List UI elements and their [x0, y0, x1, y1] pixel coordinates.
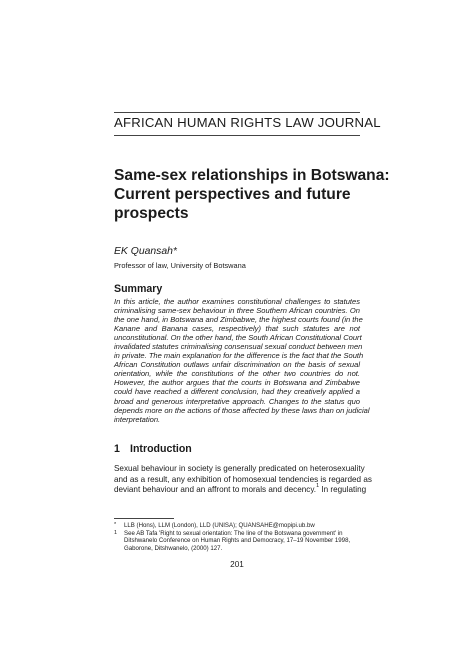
- title-line: Same-sex relationships in Botswana:: [114, 167, 390, 184]
- header-rule-bottom: [114, 135, 360, 136]
- footnotes: [114, 522, 364, 552]
- footnote-mark: 1: [114, 529, 118, 536]
- section-title: Introduction: [130, 443, 192, 455]
- footnote-author: [114, 522, 364, 530]
- summary-line: broad and generous interpretative approach. Changes to the status quo: [114, 396, 360, 406]
- header-rule-top: [114, 112, 360, 113]
- summary-heading: Summary: [114, 283, 163, 295]
- summary-line: Kanane and Banana cases, respectively) that such statutes are not: [114, 324, 360, 334]
- body-line: Sexual behaviour in society is generally predicated on heterosexuality: [114, 464, 365, 473]
- summary-line: However, the author argues that the courts in Botswana and Zimbabwe: [114, 378, 360, 388]
- summary-line: In this article, the author examines constitutional challenges to statutes: [114, 297, 360, 306]
- page-number: 201: [230, 560, 244, 569]
- footnote-mark: *: [114, 522, 117, 528]
- footnote-line: Gaborone, Ditshwanelo, (2000) 127.: [124, 544, 223, 552]
- section-number: 1: [114, 443, 120, 455]
- author-affiliation: Professor of law, University of Botswana: [114, 261, 246, 270]
- footnote-line: See AB Tafa 'Right to sexual orientation: The line of the Botswana government' in: [124, 529, 343, 537]
- article-title: [114, 166, 390, 223]
- summary-line: orientation, while the constitutions of the other two countries do not.: [114, 369, 360, 379]
- title-line: prospects: [114, 205, 189, 222]
- footnote-rule: [114, 518, 174, 519]
- footnote-ref[interactable]: 1: [316, 483, 320, 489]
- journal-title: AFRICAN HUMAN RIGHTS LAW JOURNAL: [114, 115, 381, 130]
- body-line: [114, 483, 367, 496]
- summary-line: invalidated statutes criminalising consensual sexual conduct between men: [114, 342, 363, 352]
- summary-text: [114, 297, 370, 424]
- footnote-line: LLB (Hons), LLM (London), LLD (UNISA); QUANSAHE@mopipi.ub.bw: [124, 522, 315, 529]
- body-line-tail: In regulating: [319, 485, 367, 494]
- summary-line: in private. The main explanation for the difference is the fact that the South: [114, 351, 364, 361]
- summary-line: African Constitution outlaws unfair discrimination on the basis of sexual: [114, 360, 360, 370]
- body-line-text: deviant behaviour and an affront to morals and decency.: [114, 485, 317, 494]
- summary-line: unconstitutional. On the other hand, the South African Constitutional Court: [114, 333, 362, 343]
- body-paragraph: [114, 464, 372, 496]
- author-name: EK Quansah*: [114, 246, 177, 257]
- summary-line: criminalising same-sex behaviour in three Southern African countries. On: [114, 306, 360, 316]
- title-line: Current perspectives and future: [114, 186, 351, 203]
- summary-line: depends more on the actions of those affected by these laws than on judicial: [114, 405, 370, 415]
- footnote-1: [114, 530, 364, 553]
- section-heading: [114, 443, 192, 455]
- body-line: and as a result, any exhibition of homosexual tendencies is regarded as: [114, 474, 372, 484]
- footnote-line: Ditshwanelo Conference on Human Rights and Democracy, 17–19 November 1998,: [124, 537, 351, 545]
- summary-line: the one hand, in Botswana and Zimbabwe, the highest courts found (in the: [114, 315, 363, 325]
- summary-line: interpretation.: [114, 414, 161, 424]
- summary-line: could have reached a different conclusion, had they creatively applied a: [114, 387, 360, 397]
